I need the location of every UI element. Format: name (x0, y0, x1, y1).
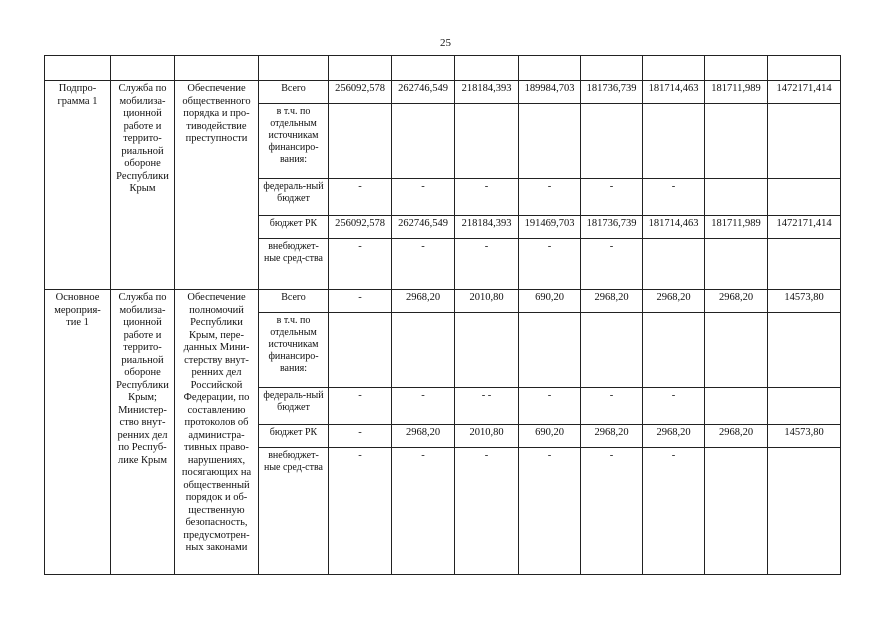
value-cell: - (392, 448, 455, 575)
value-cell: - (392, 179, 455, 216)
value-cell: 2968,20 (643, 425, 705, 448)
header-row (45, 56, 841, 81)
executor-cell: Служба по мобилиза-ционной работе и террито-риальной обороне Республики Крым (111, 81, 175, 290)
table-row (45, 81, 841, 104)
value-cell (768, 104, 841, 179)
value-cell: 262746,549 (392, 81, 455, 104)
value-cell: - (329, 239, 392, 290)
value-cell (329, 313, 392, 388)
value-cell: 181736,739 (581, 216, 643, 239)
value-cell (768, 313, 841, 388)
source-label-cell: Всего (259, 290, 329, 313)
source-label-cell: в т.ч. по отдельным источникам финансиро-вания: (259, 104, 329, 179)
value-cell: - (581, 239, 643, 290)
value-cell: - (329, 448, 392, 575)
value-cell (392, 313, 455, 388)
value-cell: 181714,463 (643, 216, 705, 239)
source-label-cell: Всего (259, 81, 329, 104)
value-cell: 256092,578 (329, 216, 392, 239)
value-cell (705, 388, 768, 425)
value-cell: - (643, 388, 705, 425)
value-cell: 2968,20 (705, 290, 768, 313)
value-cell: 690,20 (519, 425, 581, 448)
value-cell: - (329, 290, 392, 313)
value-cell: - (643, 179, 705, 216)
value-cell: - (581, 388, 643, 425)
value-cell: 2968,20 (392, 290, 455, 313)
value-cell (643, 239, 705, 290)
value-cell (519, 104, 581, 179)
executor-cell: Служба по мобилиза-ционной работе и террито-риальной обороне Республики Крым; Министер-ство внут-ренних дел по Респуб-лике Крым (111, 290, 175, 575)
page-number: 25 (440, 37, 451, 49)
value-cell (768, 448, 841, 575)
value-cell: - (581, 179, 643, 216)
value-cell: 2968,20 (581, 290, 643, 313)
value-cell (329, 104, 392, 179)
value-cell: 14573,80 (768, 425, 841, 448)
table-row (45, 290, 841, 313)
value-cell: 181736,739 (581, 81, 643, 104)
value-cell (455, 104, 519, 179)
value-cell: 218184,393 (455, 81, 519, 104)
value-cell: 181714,463 (643, 81, 705, 104)
value-cell (581, 313, 643, 388)
value-cell: 2968,20 (705, 425, 768, 448)
value-cell (581, 104, 643, 179)
value-cell: - (643, 448, 705, 575)
value-cell (705, 313, 768, 388)
table-body (45, 56, 841, 575)
value-cell: 189984,703 (519, 81, 581, 104)
value-cell: - (519, 448, 581, 575)
source-label-cell: внебюджет-ные сред-ства (259, 239, 329, 290)
value-cell: - (455, 179, 519, 216)
value-cell: - (519, 239, 581, 290)
value-cell (705, 179, 768, 216)
value-cell (392, 104, 455, 179)
value-cell: 181711,989 (705, 216, 768, 239)
value-cell (643, 104, 705, 179)
value-cell (455, 313, 519, 388)
source-label-cell: внебюджет-ные сред-ства (259, 448, 329, 575)
value-cell: - - (455, 388, 519, 425)
value-cell: 1472171,414 (768, 81, 841, 104)
value-cell (768, 239, 841, 290)
value-cell: 2010,80 (455, 290, 519, 313)
value-cell: 1472171,414 (768, 216, 841, 239)
value-cell (705, 239, 768, 290)
value-cell: - (455, 239, 519, 290)
section-name-cell: Основное мероприя-тие 1 (45, 290, 111, 575)
source-label-cell: бюджет РК (259, 425, 329, 448)
value-cell: 191469,703 (519, 216, 581, 239)
value-cell: 14573,80 (768, 290, 841, 313)
goal-cell: Обеспечение полномочий Республики Крым, пере-данных Мини-стерству внут-ренних дел Российской Федерации, по составлению протоколов об администра-тивных право-нарушениях, посягающих на общественный порядок и об-щественную безопасность, предусмотрен-ных законами (175, 290, 259, 575)
value-cell: - (519, 388, 581, 425)
value-cell: 2968,20 (392, 425, 455, 448)
value-cell: - (392, 388, 455, 425)
value-cell: 2968,20 (581, 425, 643, 448)
value-cell: - (329, 179, 392, 216)
value-cell: - (392, 239, 455, 290)
source-label-cell: федераль-ный бюджет (259, 388, 329, 425)
budget-table (44, 55, 841, 575)
value-cell: 690,20 (519, 290, 581, 313)
value-cell (643, 313, 705, 388)
source-label-cell: бюджет РК (259, 216, 329, 239)
value-cell: 256092,578 (329, 81, 392, 104)
value-cell: - (455, 448, 519, 575)
value-cell: 262746,549 (392, 216, 455, 239)
value-cell (768, 179, 841, 216)
value-cell (768, 388, 841, 425)
value-cell (519, 313, 581, 388)
value-cell: 218184,393 (455, 216, 519, 239)
source-label-cell: федераль-ный бюджет (259, 179, 329, 216)
value-cell: 2968,20 (643, 290, 705, 313)
source-label-cell: в т.ч. по отдельным источникам финансиро-вания: (259, 313, 329, 388)
value-cell: 2010,80 (455, 425, 519, 448)
value-cell: - (519, 179, 581, 216)
value-cell: 181711,989 (705, 81, 768, 104)
goal-cell: Обеспечение общественного порядка и про-тиводействие преступности (175, 81, 259, 290)
value-cell (705, 104, 768, 179)
value-cell: - (329, 425, 392, 448)
section-name-cell: Подпро- грамма 1 (45, 81, 111, 290)
value-cell (705, 448, 768, 575)
value-cell: - (581, 448, 643, 575)
value-cell: - (329, 388, 392, 425)
